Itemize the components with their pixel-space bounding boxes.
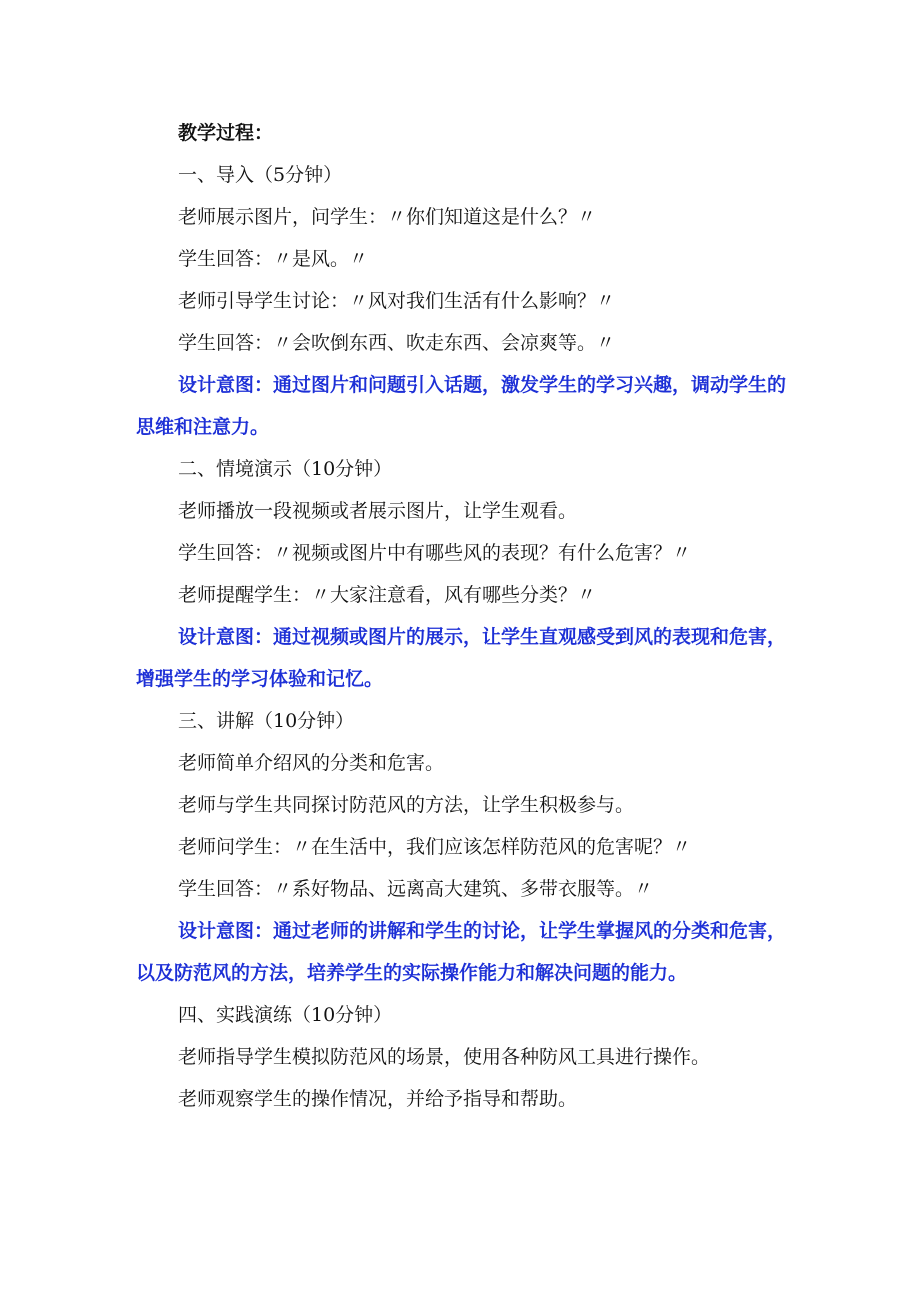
section-title: 二、情境演示（10分钟） (178, 458, 393, 480)
paragraph: 老师提醒学生：〃大家注意看，风有哪些分类？〃 (178, 584, 597, 606)
paragraph: 老师引导学生讨论：〃风对我们生活有什么影响？〃 (178, 290, 616, 312)
paragraph: 老师简单介绍风的分类和危害。 (178, 752, 445, 774)
paragraph: 学生回答：〃是风。〃 (178, 248, 369, 270)
paragraph: 学生回答：〃系好物品、远离高大建筑、多带衣服等。〃 (178, 878, 654, 900)
paragraph: 老师与学生共同探讨防范风的方法，让学生积极参与。 (178, 794, 635, 816)
paragraph: 老师问学生：〃在生活中，我们应该怎样防范风的危害呢？〃 (178, 836, 692, 858)
design-intent: 设计意图：通过老师的讲解和学生的讨论，让学生掌握风的分类和危害，以及防范风的方法，培养学生的实际操作能力和解决问题的能力。 (136, 920, 787, 984)
section-title: 三、讲解（10分钟） (178, 710, 355, 732)
paragraph: 学生回答：〃会吹倒东西、吹走东西、会凉爽等。〃 (178, 332, 616, 354)
paragraph: 老师展示图片，问学生：〃你们知道这是什么？〃 (178, 206, 597, 228)
section-heading: 教学过程： (178, 122, 274, 144)
paragraph: 老师指导学生模拟防范风的场景，使用各种防风工具进行操作。 (178, 1046, 711, 1068)
section-title: 一、导入（5分钟） (178, 164, 343, 186)
design-intent: 设计意图：通过视频或图片的展示，让学生直观感受到风的表现和危害，增强学生的学习体验和记忆。 (136, 626, 787, 690)
paragraph: 老师观察学生的操作情况，并给予指导和帮助。 (178, 1088, 578, 1110)
design-intent: 设计意图：通过图片和问题引入话题，激发学生的学习兴趣，调动学生的思维和注意力。 (136, 374, 787, 438)
paragraph: 学生回答：〃视频或图片中有哪些风的表现？有什么危害？〃 (178, 542, 692, 564)
paragraph: 老师播放一段视频或者展示图片，让学生观看。 (178, 500, 578, 522)
section-title: 四、实践演练（10分钟） (178, 1004, 393, 1026)
